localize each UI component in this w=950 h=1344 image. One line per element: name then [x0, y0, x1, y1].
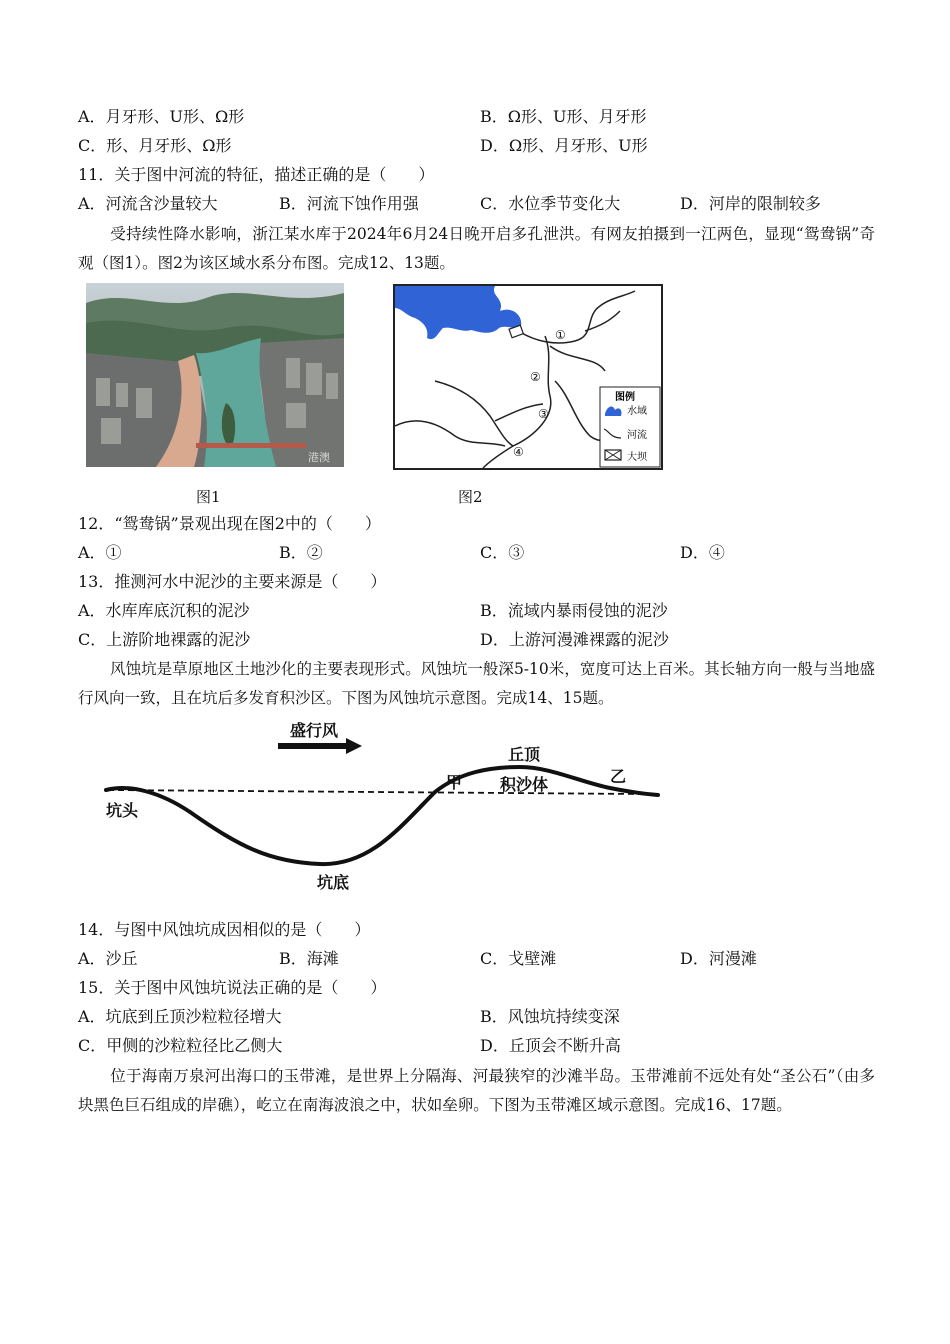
wind-arrow-icon	[278, 738, 362, 754]
q15-option-a: A．坑底到丘顶沙粒粒径增大	[78, 1007, 282, 1026]
yi-label: 乙	[610, 767, 627, 786]
q15-option-c: C．甲侧的沙粒粒径比乙侧大	[78, 1036, 283, 1055]
q12-option-d: D．④	[680, 543, 725, 562]
dam-icon	[605, 450, 621, 460]
legend-river-label: 河流	[627, 430, 647, 441]
legend-dam-label: 大坝	[627, 452, 647, 463]
river-system-map	[393, 284, 663, 470]
q12-option-b: B．②	[279, 543, 323, 562]
q15-option-d: D．丘顶会不断升高	[480, 1036, 621, 1055]
pit-head-label: 坑头	[106, 801, 139, 820]
q15-stem: 15．关于图中风蚀坑说法正确的是（ ）	[78, 978, 387, 997]
pit-bottom-label: 坑底	[317, 873, 350, 892]
figure-1-caption: 图1	[196, 488, 221, 506]
marker-2: ②	[530, 370, 541, 384]
legend-water-label: 水域	[627, 406, 647, 417]
q10-option-d: D．Ω形、月牙形、U形	[480, 136, 648, 155]
marker-3: ③	[538, 407, 549, 421]
q11-option-a: A．河流含沙量较大	[78, 194, 218, 213]
aerial-river-photo	[86, 283, 344, 467]
passage-reservoir: 受持续性降水影响，浙江某水库于2024年6月24日晚开启多孔泄洪。有网友拍摄到一江两色，显现“鸳鸯锅”奇观（图1）。图2为该区域水系分布图。完成12、13题。	[78, 225, 875, 272]
ground-profile-line	[106, 767, 658, 864]
figure-2-caption: 图2	[458, 488, 483, 506]
q11-option-b: B．河流下蚀作用强	[279, 194, 419, 213]
q12-option-a: A．①	[78, 543, 122, 562]
photo-watermark: 港澳	[308, 452, 330, 464]
q13-option-c: C．上游阶地裸露的泥沙	[78, 630, 251, 649]
q11-stem: 11．关于图中河流的特征，描述正确的是（ ）	[78, 165, 435, 184]
q13-option-b: B．流域内暴雨侵蚀的泥沙	[480, 601, 668, 620]
wind-label: 盛行风	[290, 721, 339, 740]
marker-1: ①	[555, 328, 566, 342]
q10-option-c: C．形、月牙形、Ω形	[78, 136, 232, 155]
jia-label: 甲	[446, 773, 463, 792]
marker-4: ④	[513, 445, 524, 459]
q15-option-b: B．风蚀坑持续变深	[480, 1007, 620, 1026]
hilltop-label: 丘顶	[508, 745, 541, 764]
q13-option-d: D．上游河漫滩裸露的泥沙	[480, 630, 669, 649]
q13-option-a: A．水库库底沉积的泥沙	[78, 601, 250, 620]
q10-option-b: B．Ω形、U形、月牙形	[480, 107, 647, 126]
blowout-diagram	[100, 712, 670, 902]
q14-option-a: A．沙丘	[78, 949, 138, 968]
q14-option-d: D．河漫滩	[680, 949, 757, 968]
q14-stem: 14．与图中风蚀坑成因相似的是（ ）	[78, 920, 371, 939]
q12-option-c: C．③	[480, 543, 525, 562]
q14-option-b: B．海滩	[279, 949, 339, 968]
map-legend	[600, 387, 660, 467]
q11-option-d: D．河岸的限制较多	[680, 194, 821, 213]
q14-option-c: C．戈壁滩	[480, 949, 557, 968]
legend-title: 图例	[615, 392, 635, 403]
passage-blowout: 风蚀坑是草原地区土地沙化的主要表现形式。风蚀坑一般深5-10米，宽度可达上百米。其长轴方向一般与当地盛行风向一致，且在坑后多发育积沙区。下图为风蚀坑示意图。完成14、15题。	[78, 660, 875, 707]
reservoir-water-area	[395, 286, 521, 339]
q12-stem: 12．“鸳鸯锅”景观出现在图2中的（ ）	[78, 514, 381, 533]
q13-stem: 13．推测河水中泥沙的主要来源是（ ）	[78, 572, 387, 591]
q11-option-c: C．水位季节变化大	[480, 194, 621, 213]
q10-option-a: A．月牙形、U形、Ω形	[78, 107, 245, 126]
passage-yudai-beach: 位于海南万泉河出海口的玉带滩，是世界上分隔海、河最狭窄的沙滩半岛。玉带滩前不远处有处“圣公石”（由多块黑色巨石组成的岸礁），屹立在南海波浪之中，状如垒卵。下图为玉带滩区域示意图。完成16、17题。	[78, 1067, 875, 1114]
sand-body-label: 积沙体	[500, 775, 549, 794]
